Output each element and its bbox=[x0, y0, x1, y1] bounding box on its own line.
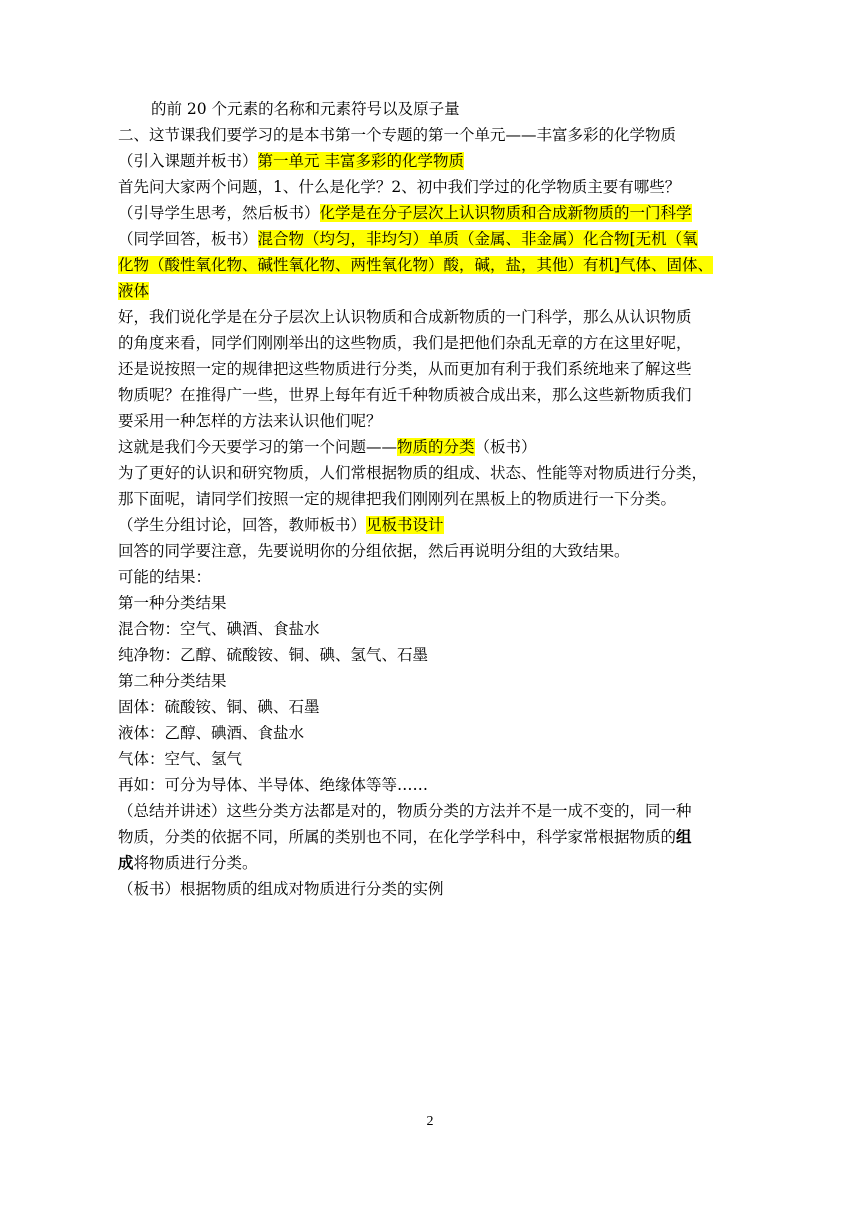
text-line bbox=[118, 122, 768, 148]
text-line bbox=[118, 798, 768, 824]
text-segment: 还是说按照一定的规律把这些物质进行分类，从而更加有利于我们系统地来了解这些 bbox=[118, 360, 692, 378]
text-segment: （总结并讲述）这些分类方法都是对的，物质分类的方法并不是一成不变的，同一种 bbox=[118, 802, 692, 820]
text-segment: 混合物：空气、碘酒、食盐水 bbox=[118, 620, 320, 638]
text-segment: 为了更好的认识和研究物质，人们常根据物质的组成、状态、性能等对物质进行分类， bbox=[118, 464, 708, 482]
highlighted-text: 化物（酸性氧化物、碱性氧化物、两性氧化物）酸，碱，盐，其他）有机]气体、固体、 bbox=[118, 256, 714, 274]
text-segment: 的角度来看，同学们刚刚举出的这些物质，我们是把他们杂乱无章的方在这里好呢， bbox=[118, 334, 692, 352]
text-line bbox=[118, 486, 768, 512]
text-segment: （同学回答，板书） bbox=[118, 230, 258, 248]
text-segment: 第一种分类结果 bbox=[118, 594, 227, 612]
text-segment: （引导学生思考，然后板书） bbox=[118, 204, 320, 222]
text-line bbox=[118, 512, 768, 538]
text-segment: 首先问大家两个问题，1、什么是化学？2、初中我们学过的化学物质主要有哪些？ bbox=[118, 178, 681, 196]
text-segment: （学生分组讨论，回答，教师板书） bbox=[118, 516, 367, 534]
text-line bbox=[118, 538, 768, 564]
text-segment: 可能的结果： bbox=[118, 568, 212, 586]
page-number: 2 bbox=[426, 1114, 434, 1129]
highlighted-text: 化学是在分子层次上认识物质和合成新物质的一门科学 bbox=[319, 204, 692, 222]
highlighted-text: 液体 bbox=[118, 282, 150, 300]
text-segment: 的前 20 个元素的名称和元素符号以及原子量 bbox=[151, 100, 460, 118]
bold-text: 组 bbox=[676, 827, 692, 846]
text-segment: 这就是我们今天要学习的第一个问题—— bbox=[118, 438, 398, 456]
text-line bbox=[118, 746, 768, 772]
text-segment: 物质呢？在推得广一些，世界上每年有近千种物质被合成出来，那么这些新物质我们 bbox=[118, 386, 692, 404]
text-segment: 好，我们说化学是在分子层次上认识物质和合成新物质的一门科学，那么从认识物质 bbox=[118, 308, 692, 326]
text-line bbox=[118, 356, 768, 382]
text-line bbox=[118, 278, 768, 304]
text-line bbox=[118, 694, 768, 720]
text-segment: （板书） bbox=[474, 438, 537, 456]
text-segment: 液体：乙醇、碘酒、食盐水 bbox=[118, 724, 305, 742]
text-line bbox=[118, 850, 768, 876]
text-line bbox=[118, 304, 768, 330]
text-segment: （引入课题并板书） bbox=[118, 152, 258, 170]
text-line bbox=[118, 642, 768, 668]
text-line bbox=[118, 876, 768, 902]
text-line bbox=[118, 460, 768, 486]
highlighted-text: 见板书设计 bbox=[366, 516, 444, 534]
text-line bbox=[118, 564, 768, 590]
text-line bbox=[118, 382, 768, 408]
text-line bbox=[118, 200, 768, 226]
text-line bbox=[118, 772, 768, 798]
text-line bbox=[118, 616, 768, 642]
highlighted-text: 物质的分类 bbox=[397, 438, 475, 456]
text-line bbox=[118, 824, 768, 850]
text-segment: 气体：空气、氢气 bbox=[118, 750, 243, 768]
document-body bbox=[118, 96, 768, 902]
text-segment: 纯净物：乙醇、硫酸铵、铜、碘、氢气、石墨 bbox=[118, 646, 429, 664]
text-line bbox=[118, 174, 768, 200]
text-segment: 二、这节课我们要学习的是本书第一个专题的第一个单元——丰富多彩的化学物质 bbox=[118, 126, 677, 144]
text-segment: 要采用一种怎样的方法来认识他们呢？ bbox=[118, 412, 382, 430]
text-line bbox=[118, 252, 768, 278]
text-segment: （板书）根据物质的组成对物质进行分类的实例 bbox=[118, 880, 444, 898]
text-segment: 将物质进行分类。 bbox=[133, 854, 258, 872]
text-segment: 固体：硫酸铵、铜、碘、石墨 bbox=[118, 698, 320, 716]
text-line bbox=[118, 590, 768, 616]
text-segment: 那下面呢，请同学们按照一定的规律把我们刚刚列在黑板上的物质进行一下分类。 bbox=[118, 490, 677, 508]
text-segment: 第二种分类结果 bbox=[118, 672, 227, 690]
text-segment: 回答的同学要注意，先要说明你的分组依据，然后再说明分组的大致结果。 bbox=[118, 542, 630, 560]
text-line bbox=[118, 330, 768, 356]
text-line bbox=[118, 96, 768, 122]
text-line bbox=[118, 408, 768, 434]
text-line bbox=[118, 668, 768, 694]
text-segment: 物质，分类的依据不同，所属的类别也不同，在化学学科中，科学家常根据物质的 bbox=[118, 828, 677, 846]
text-line bbox=[118, 434, 768, 460]
highlighted-text: 第一单元 丰富多彩的化学物质 bbox=[257, 152, 464, 170]
bold-text: 成 bbox=[118, 853, 134, 872]
text-segment: 再如：可分为导体、半导体、绝缘体等等…… bbox=[118, 776, 429, 794]
highlighted-text: 混合物（均匀，非均匀）单质（金属、非金属）化合物[无机（氧 bbox=[257, 230, 698, 248]
text-line bbox=[118, 720, 768, 746]
text-line bbox=[118, 148, 768, 174]
text-line bbox=[118, 226, 768, 252]
